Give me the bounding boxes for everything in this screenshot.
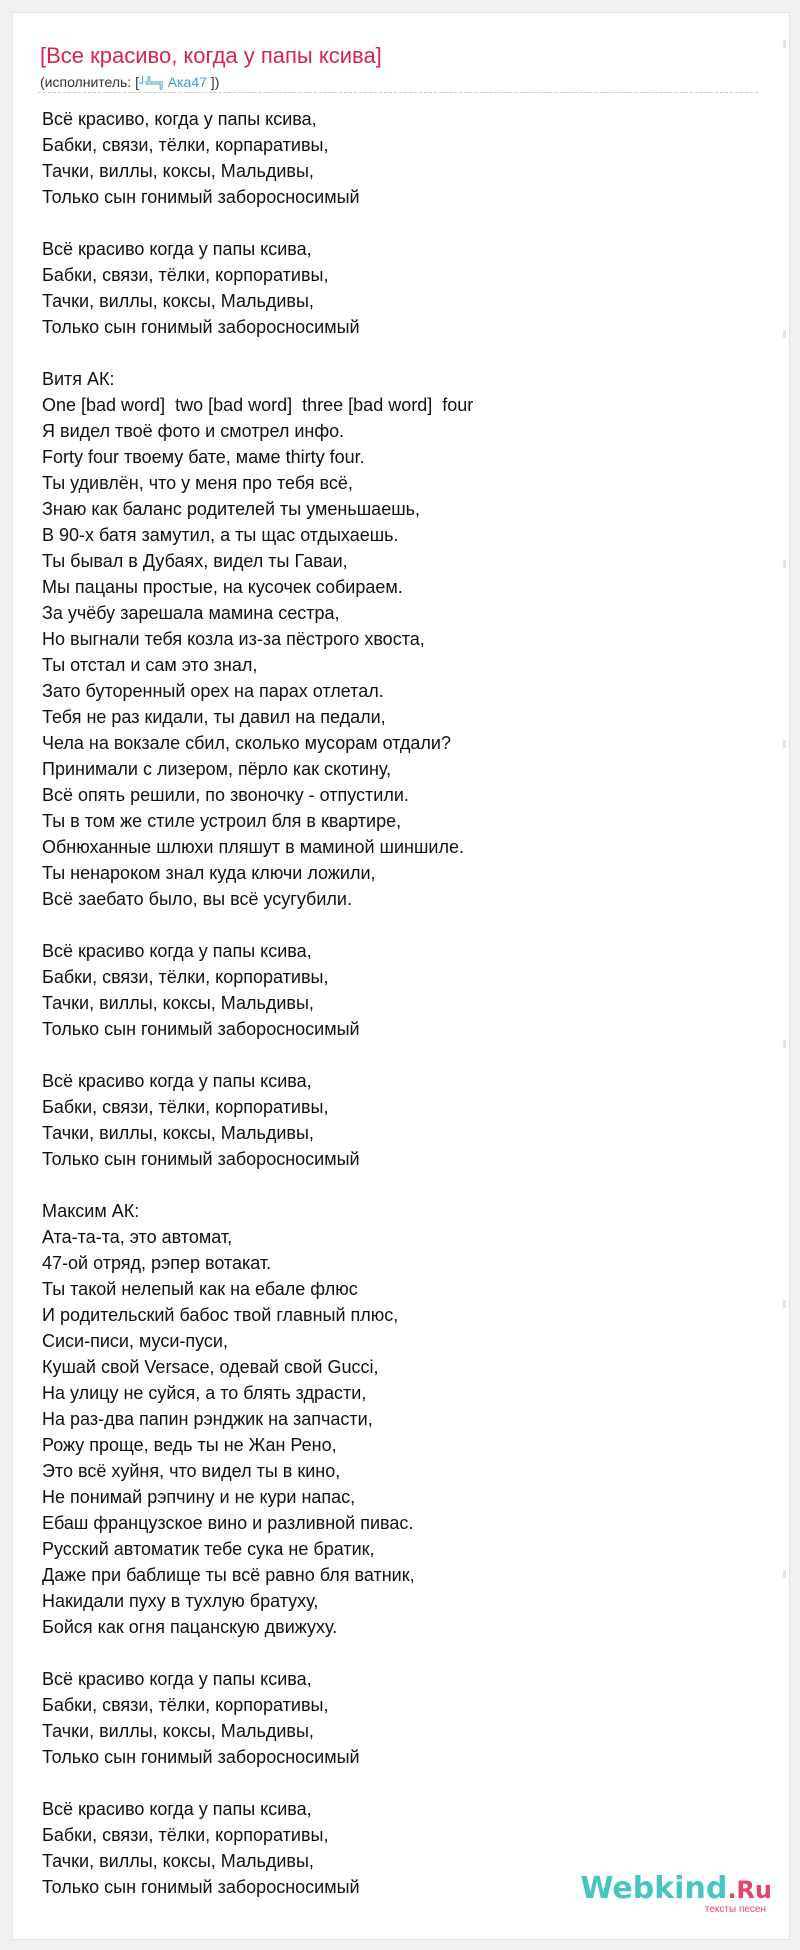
lyric-line: Тачки, виллы, коксы, Мальдивы, xyxy=(42,1851,314,1871)
lyric-line: Бойся как огня пацанскую движуху. xyxy=(42,1617,338,1637)
lyric-line: Бабки, связи, тёлки, корпоративы, xyxy=(42,1825,329,1845)
artist-prefix: (исполнитель: [ xyxy=(40,74,139,90)
scroll-marker xyxy=(783,330,786,338)
lyric-line: Ты удивлён, что у меня про тебя всё, xyxy=(42,473,353,493)
lyric-line: Ты в том же стиле устроил бля в квартире, xyxy=(42,811,402,831)
lyric-line: Ты ненароком знал куда ключи ложили, xyxy=(42,863,376,883)
lyric-line: Максим АК: xyxy=(42,1201,140,1221)
logo-tld: .Ru xyxy=(727,1876,772,1904)
lyric-line: Forty four твоему бате, маме thirty four. xyxy=(42,447,365,467)
lyric-line: Тебя не раз кидали, ты давил на педали, xyxy=(42,707,386,727)
lyric-line: Не понимай рэпчину и не кури напас, xyxy=(42,1487,356,1507)
artist-glyph: ┘╩═╗ xyxy=(138,76,164,90)
lyric-line: Русский автоматик тебе сука не братик, xyxy=(42,1539,375,1559)
lyric-line: Но выгнали тебя козла из-за пёстрого хвоста, xyxy=(42,629,425,649)
lyrics-stanza xyxy=(42,1068,742,1172)
logo-brand: Webkind xyxy=(580,1871,728,1906)
scroll-marker xyxy=(783,1040,786,1048)
lyric-line: Тачки, виллы, коксы, Мальдивы, xyxy=(42,993,314,1013)
lyric-line: Всё заебато было, вы всё усугубили. xyxy=(42,889,352,909)
lyric-line: За учёбу зарешала мамина сестра, xyxy=(42,603,340,623)
lyrics-body xyxy=(42,106,742,1900)
lyric-line: Кушай свой Versace, одевай свой Gucci, xyxy=(42,1357,379,1377)
lyric-line: Ты отстал и сам это знал, xyxy=(42,655,258,675)
lyric-line: Тачки, виллы, коксы, Мальдивы, xyxy=(42,1721,314,1741)
lyric-line: Мы пацаны простые, на кусочек собираем. xyxy=(42,577,403,597)
lyric-line: Ты такой нелепый как на ебале флюс xyxy=(42,1279,358,1299)
lyric-line: Сиси-писи, муси-пуси, xyxy=(42,1331,228,1351)
lyric-line: Ата-та-та, это автомат, xyxy=(42,1227,233,1247)
lyric-line: One [bad word] two [bad word] three [bad word] four xyxy=(42,395,474,415)
lyric-line: Ебаш французское вино и разливной пивас. xyxy=(42,1513,414,1533)
lyric-line: Всё красиво когда у папы ксива, xyxy=(42,1799,312,1819)
lyric-line: Чела на вокзале сбил, сколько мусорам отдали? xyxy=(42,733,451,753)
lyric-line: Тачки, виллы, коксы, Мальдивы, xyxy=(42,1123,314,1143)
lyrics-stanza xyxy=(42,106,742,210)
scroll-marker xyxy=(783,560,786,568)
lyrics-stanza xyxy=(42,938,742,1042)
lyric-line: На раз-два папин рэнджик на запчасти, xyxy=(42,1409,373,1429)
scroll-marker xyxy=(783,1570,786,1578)
lyric-line: Обнюханные шлюхи пляшут в маминой шиншиле. xyxy=(42,837,464,857)
logo-tagline: тексты песен xyxy=(704,1904,766,1915)
lyric-line: Зато буторенный орех на парах отлетал. xyxy=(42,681,384,701)
lyric-line: Всё красиво когда у папы ксива, xyxy=(42,941,312,961)
lyric-line: Только сын гонимый заборосносимый xyxy=(42,1747,360,1767)
lyrics-stanza xyxy=(42,1666,742,1770)
lyric-line: Накидали пуху в тухлую братуху, xyxy=(42,1591,319,1611)
lyric-line: Тачки, виллы, коксы, Мальдивы, xyxy=(42,291,314,311)
lyric-line: Только сын гонимый заборосносимый xyxy=(42,1019,360,1039)
scroll-marker xyxy=(783,740,786,748)
lyric-line: Я видел твоё фото и смотрел инфо. xyxy=(42,421,345,441)
artist-line xyxy=(40,73,219,92)
lyric-line: Это всё хуйня, что видел ты в кино, xyxy=(42,1461,341,1481)
lyric-line: Только сын гонимый заборосносимый xyxy=(42,317,360,337)
scroll-marker xyxy=(783,1300,786,1308)
lyric-line: Только сын гонимый заборосносимый xyxy=(42,1149,360,1169)
lyric-line: Бабки, связи, тёлки, корпоративы, xyxy=(42,1695,329,1715)
artist-suffix: ]) xyxy=(206,74,220,90)
lyric-line: Рожу проще, ведь ты не Жан Рено, xyxy=(42,1435,337,1455)
lyric-line: Бабки, связи, тёлки, корпоративы, xyxy=(42,1097,329,1117)
lyric-line: Всё красиво когда у папы ксива, xyxy=(42,1071,312,1091)
lyric-line: Всё красиво, когда у папы ксива, xyxy=(42,109,317,129)
artist-link[interactable] xyxy=(139,74,207,90)
lyric-line: Всё красиво когда у папы ксива, xyxy=(42,239,312,259)
lyric-line: Всё красиво когда у папы ксива, xyxy=(42,1669,312,1689)
site-logo[interactable] xyxy=(580,1872,772,1915)
lyric-line: В 90-х батя замутил, а ты щас отдыхаешь. xyxy=(42,525,399,545)
lyric-line: И родительский бабос твой главный плюс, xyxy=(42,1305,399,1325)
lyrics-stanza xyxy=(42,236,742,340)
lyric-line: Только сын гонимый заборосносимый xyxy=(42,1877,360,1897)
lyric-line: Только сын гонимый заборосносимый xyxy=(42,187,360,207)
lyric-line: Ты бывал в Дубаях, видел ты Гаваи, xyxy=(42,551,348,571)
lyric-line: Даже при баблище ты всё равно бля ватник, xyxy=(42,1565,415,1585)
lyric-line: Всё опять решили, по звоночку - отпустили. xyxy=(42,785,409,805)
lyric-line: Бабки, связи, тёлки, корпоративы, xyxy=(42,967,329,987)
lyric-line: Бабки, связи, тёлки, корпаративы, xyxy=(42,135,329,155)
scroll-marker xyxy=(783,40,786,48)
lyrics-stanza xyxy=(42,366,742,912)
lyric-line: Принимали с лизером, пёрло как скотину, xyxy=(42,759,392,779)
lyric-line: 47-ой отряд, рэпер вотакат. xyxy=(42,1253,272,1273)
lyrics-stanza xyxy=(42,1198,742,1640)
lyric-line: Витя АК: xyxy=(42,369,115,389)
lyric-line: Тачки, виллы, коксы, Мальдивы, xyxy=(42,161,314,181)
header-divider xyxy=(38,92,758,93)
lyric-line: Знаю как баланс родителей ты уменьшаешь, xyxy=(42,499,421,519)
lyric-line: На улицу не суйся, а то блять здрасти, xyxy=(42,1383,367,1403)
lyric-line: Бабки, связи, тёлки, корпоративы, xyxy=(42,265,329,285)
artist-name: Ака47 xyxy=(167,74,207,90)
song-title: [Все красиво, когда у папы ксива] xyxy=(40,43,382,68)
